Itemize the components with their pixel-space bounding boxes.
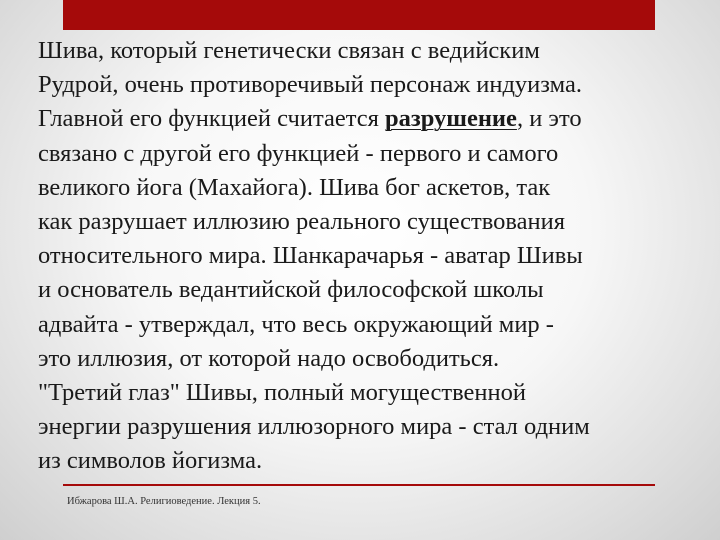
text-line: энергии разрушения иллюзорного мира - стал одним: [38, 413, 590, 441]
text-line: и основатель ведантийской философской школы: [38, 276, 544, 304]
text-line: относительного мира. Шанкарачарья - аватар Шивы: [38, 242, 583, 270]
footer-caption: Ибжарова Ш.А. Религиоведение. Лекция 5.: [67, 496, 261, 507]
text-line: как разрушает иллюзию реального существования: [38, 207, 566, 235]
text-line: связано с другой его функцией - первого и самого: [38, 139, 559, 167]
header-accent-bar: [63, 0, 655, 30]
text-line: адвайта - утверждал, что весь окружающий мир -: [38, 310, 554, 338]
text-fragment: , и это: [516, 105, 582, 133]
slide-body-text: [38, 34, 710, 478]
text-line: из символов йогизма.: [38, 447, 263, 475]
text-line: [38, 102, 710, 136]
emphasized-term: разрушение: [384, 105, 517, 133]
text-line: великого йога (Махайога). Шива бог аскетов, так: [38, 173, 551, 201]
text-fragment: Главной его функцией считается: [38, 105, 385, 133]
text-line: это иллюзия, от которой надо освободиться.: [38, 344, 500, 372]
footer-divider: [63, 484, 655, 486]
text-line: Рудрой, очень противоречивый персонаж индуизма.: [38, 71, 582, 99]
text-line: Шива, который генетически связан с ведийским: [38, 37, 540, 64]
text-line: "Третий глаз" Шивы, полный могущественной: [38, 378, 526, 406]
